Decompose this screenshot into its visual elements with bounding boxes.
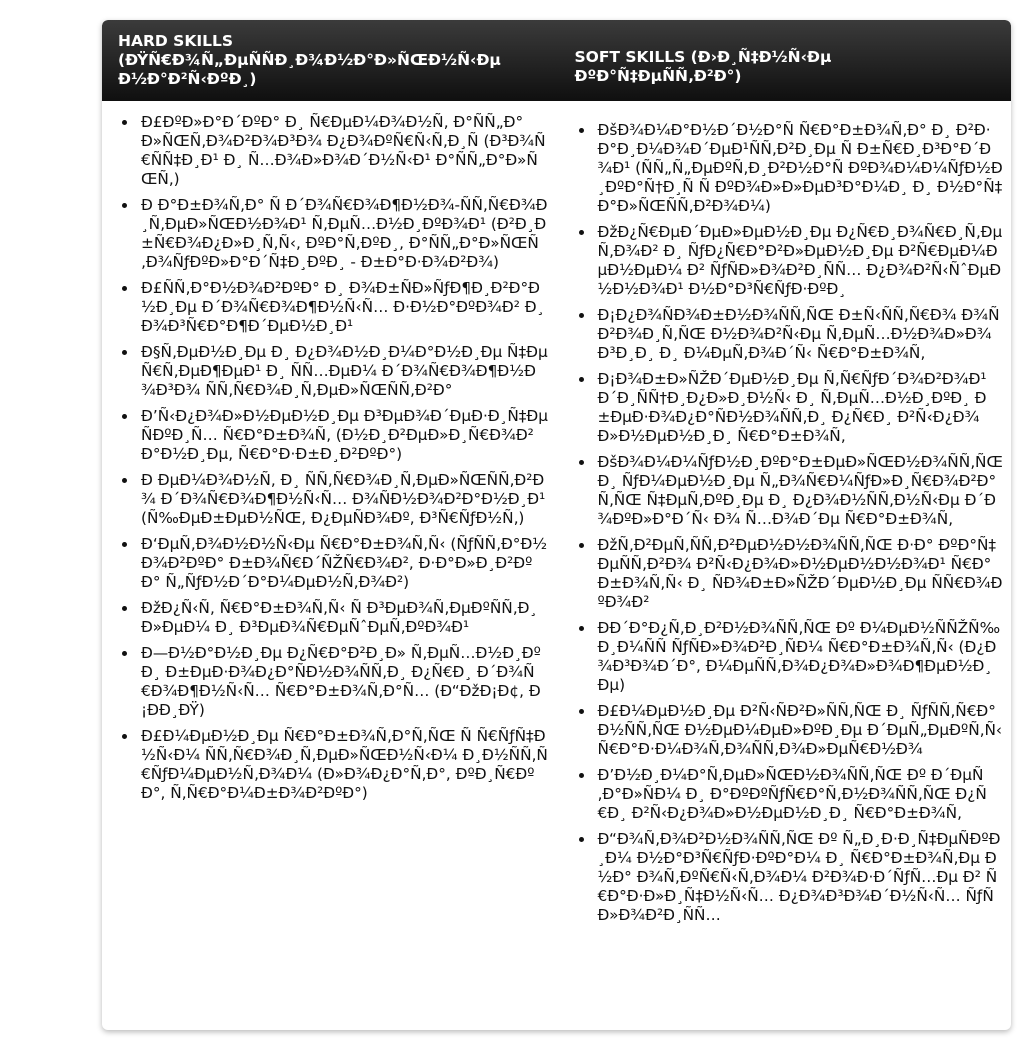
list-item: • Ð¡Ð¿Ð¾ÑÐ¾Ð±Ð½Ð¾ÑÑ‚ÑŒ Ð±Ñ‹ÑÑ‚Ñ€Ð¾ Ð¾ÑÐ²Ð¾Ð¸Ñ‚ÑŒ Ð½Ð¾Ð²Ñ‹Ðµ Ñ‚ÐµÑ…Ð½Ð¾Ð»Ð¾Ð³Ð¸Ð¸ Ð¸ Ð¼ÐµÑ‚Ð¾Ð´Ñ‹ Ñ€Ð°Ð±Ð¾Ñ‚	[595, 306, 1004, 363]
soft-skills-list	[579, 121, 1004, 925]
list-item: • Ð£ÐºÐ»Ð°Ð´ÐºÐ° Ð¸ Ñ€ÐµÐ¼Ð¾Ð½Ñ‚ Ð°ÑÑ„Ð°Ð»ÑŒÑ‚Ð¾Ð²Ð¾Ð³Ð¾ Ð¿Ð¾ÐºÑ€Ñ‹Ñ‚Ð¸Ñ (Ð³Ð¾Ñ€ÑÑ‡Ð¸Ð¹ Ð¸ Ñ…Ð¾Ð»Ð¾Ð´Ð½Ñ‹Ð¹ Ð°ÑÑ„Ð°Ð»ÑŒÑ‚)	[138, 113, 549, 189]
skills-table	[102, 20, 1011, 1030]
list-item: • Ð Ð°Ð±Ð¾Ñ‚Ð° Ñ Ð´Ð¾Ñ€Ð¾Ð¶Ð½Ð¾-ÑÑ‚Ñ€Ð¾Ð¸Ñ‚ÐµÐ»ÑŒÐ½Ð¾Ð¹ Ñ‚ÐµÑ…Ð½Ð¸ÐºÐ¾Ð¹ (Ð²Ð¸Ð±Ñ€Ð¾Ð¿Ð»Ð¸Ñ‚Ñ‹, ÐºÐ°Ñ‚ÐºÐ¸, Ð°ÑÑ„Ð°Ð»ÑŒÑ‚Ð¾ÑƒÐºÐ»Ð°Ð´Ñ‡Ð¸ÐºÐ¸ - Ð±Ð°Ð·Ð¾Ð²Ð¾)	[138, 196, 549, 272]
list-item: • ÐšÐ¾Ð¼Ð°Ð½Ð´Ð½Ð°Ñ Ñ€Ð°Ð±Ð¾Ñ‚Ð° Ð¸ Ð²Ð·Ð°Ð¸Ð¼Ð¾Ð´ÐµÐ¹ÑÑ‚Ð²Ð¸Ðµ Ñ Ð±Ñ€Ð¸Ð³Ð°Ð´Ð¾Ð¹ (ÑÑ„Ñ„ÐµÐºÑ‚Ð¸Ð²Ð½Ð°Ñ ÐºÐ¾Ð¼Ð¼ÑƒÐ½Ð¸ÐºÐ°Ñ†Ð¸Ñ Ñ ÐºÐ¾Ð»Ð»ÐµÐ³Ð°Ð¼Ð¸ Ð¸ Ð½Ð°Ñ‡Ð°Ð»ÑŒÑÑ‚Ð²Ð¾Ð¼)	[595, 121, 1004, 216]
list-item: • Ð£ÑÑ‚Ð°Ð½Ð¾Ð²ÐºÐ° Ð¸ Ð¾Ð±ÑÐ»ÑƒÐ¶Ð¸Ð²Ð°Ð½Ð¸Ðµ Ð´Ð¾Ñ€Ð¾Ð¶Ð½Ñ‹Ñ… Ð·Ð½Ð°ÐºÐ¾Ð² Ð¸ Ð¾Ð³Ñ€Ð°Ð¶Ð´ÐµÐ½Ð¸Ð¹	[138, 279, 549, 336]
table-header	[102, 20, 1011, 101]
list-item: • Ð ÐµÐ¼Ð¾Ð½Ñ‚ Ð¸ ÑÑ‚Ñ€Ð¾Ð¸Ñ‚ÐµÐ»ÑŒÑÑ‚Ð²Ð¾ Ð´Ð¾Ñ€Ð¾Ð¶Ð½Ñ‹Ñ… Ð¾ÑÐ½Ð¾Ð²Ð°Ð½Ð¸Ð¹ (Ñ‰ÐµÐ±ÐµÐ½ÑŒ, Ð¿ÐµÑÐ¾Ðº, Ð³Ñ€ÑƒÐ½Ñ‚)	[138, 471, 549, 528]
list-item: • Ð£Ð¼ÐµÐ½Ð¸Ðµ Ð²Ñ‹ÑÐ²Ð»ÑÑ‚ÑŒ Ð¸ ÑƒÑÑ‚Ñ€Ð°Ð½ÑÑ‚ÑŒ Ð½ÐµÐ¼ÐµÐ»ÐºÐ¸Ðµ Ð´ÐµÑ„ÐµÐºÑ‚Ñ‹ Ñ€Ð°Ð·Ð¼Ð¾Ñ‚Ð¾ÑÑ‚Ð¾Ð»ÐµÑ€Ð½Ð¾	[595, 702, 1004, 759]
list-item: • ÐžÐ¿Ñ‹Ñ‚ Ñ€Ð°Ð±Ð¾Ñ‚Ñ‹ Ñ Ð³ÐµÐ¾Ñ‚ÐµÐºÑÑ‚Ð¸Ð»ÐµÐ¼ Ð¸ Ð³ÐµÐ¾Ñ€ÐµÑˆÐµÑ‚ÐºÐ¾Ð¹	[138, 599, 549, 637]
list-item: • Ð’Ñ‹Ð¿Ð¾Ð»Ð½ÐµÐ½Ð¸Ðµ Ð³ÐµÐ¾Ð´ÐµÐ·Ð¸Ñ‡ÐµÑÐºÐ¸Ñ… Ñ€Ð°Ð±Ð¾Ñ‚ (Ð½Ð¸Ð²ÐµÐ»Ð¸Ñ€Ð¾Ð²Ð°Ð½Ð¸Ðµ, Ñ€Ð°Ð·Ð±Ð¸Ð²ÐºÐ°)	[138, 407, 549, 464]
list-item: • Ð§Ñ‚ÐµÐ½Ð¸Ðµ Ð¸ Ð¿Ð¾Ð½Ð¸Ð¼Ð°Ð½Ð¸Ðµ Ñ‡ÐµÑ€Ñ‚ÐµÐ¶ÐµÐ¹ Ð¸ ÑÑ…ÐµÐ¼ Ð´Ð¾Ñ€Ð¾Ð¶Ð½Ð¾Ð³Ð¾ ÑÑ‚Ñ€Ð¾Ð¸Ñ‚ÐµÐ»ÑŒÑÑ‚Ð²Ð°	[138, 343, 549, 400]
list-item: • Ð‘ÐµÑ‚Ð¾Ð½Ð½Ñ‹Ðµ Ñ€Ð°Ð±Ð¾Ñ‚Ñ‹ (ÑƒÑÑ‚Ð°Ð½Ð¾Ð²ÐºÐ° Ð±Ð¾Ñ€Ð´ÑŽÑ€Ð¾Ð², Ð·Ð°Ð»Ð¸Ð²ÐºÐ° Ñ„ÑƒÐ½Ð´Ð°Ð¼ÐµÐ½Ñ‚Ð¾Ð²)	[138, 535, 549, 592]
list-item: • Ð£Ð¼ÐµÐ½Ð¸Ðµ Ñ€Ð°Ð±Ð¾Ñ‚Ð°Ñ‚ÑŒ Ñ Ñ€ÑƒÑ‡Ð½Ñ‹Ð¼ ÑÑ‚Ñ€Ð¾Ð¸Ñ‚ÐµÐ»ÑŒÐ½Ñ‹Ð¼ Ð¸Ð½ÑÑ‚Ñ€ÑƒÐ¼ÐµÐ½Ñ‚Ð¾Ð¼ (Ð»Ð¾Ð¿Ð°Ñ‚Ð°, ÐºÐ¸Ñ€ÐºÐ°, Ñ‚Ñ€Ð°Ð¼Ð±Ð¾Ð²ÐºÐ°)	[138, 727, 549, 803]
table-body	[102, 101, 1011, 932]
list-item: • ÐžÐ¿Ñ€ÐµÐ´ÐµÐ»ÐµÐ½Ð¸Ðµ Ð¿Ñ€Ð¸Ð¾Ñ€Ð¸Ñ‚ÐµÑ‚Ð¾Ð² Ð¸ ÑƒÐ¿Ñ€Ð°Ð²Ð»ÐµÐ½Ð¸Ðµ Ð²Ñ€ÐµÐ¼ÐµÐ½ÐµÐ¼ Ð² ÑƒÑÐ»Ð¾Ð²Ð¸ÑÑ… Ð¿Ð¾Ð²Ñ‹ÑˆÐµÐ½Ð½Ð¾Ð¹ Ð½Ð°Ð³Ñ€ÑƒÐ·ÐºÐ¸	[595, 223, 1004, 299]
soft-skills-header: SOFT SKILLS (Ð›Ð¸Ñ‡Ð½Ñ‹Ðµ ÐºÐ°Ñ‡ÐµÑÑ‚Ð²Ð°)	[574, 47, 832, 85]
list-item: • Ð“Ð¾Ñ‚Ð¾Ð²Ð½Ð¾ÑÑ‚ÑŒ Ðº Ñ„Ð¸Ð·Ð¸Ñ‡ÐµÑÐºÐ¸Ð¼ Ð½Ð°Ð³Ñ€ÑƒÐ·ÐºÐ°Ð¼ Ð¸ Ñ€Ð°Ð±Ð¾Ñ‚Ðµ Ð½Ð° Ð¾Ñ‚ÐºÑ€Ñ‹Ñ‚Ð¾Ð¼ Ð²Ð¾Ð·Ð´ÑƒÑ…Ðµ Ð² Ñ€Ð°Ð·Ð»Ð¸Ñ‡Ð½Ñ‹Ñ… Ð¿Ð¾Ð³Ð¾Ð´Ð½Ñ‹Ñ… ÑƒÑÐ»Ð¾Ð²Ð¸ÑÑ…	[595, 830, 1004, 925]
list-item: • ÐšÐ¾Ð¼Ð¼ÑƒÐ½Ð¸ÐºÐ°Ð±ÐµÐ»ÑŒÐ½Ð¾ÑÑ‚ÑŒ Ð¸ ÑƒÐ¼ÐµÐ½Ð¸Ðµ Ñ„Ð¾Ñ€Ð¼ÑƒÐ»Ð¸Ñ€Ð¾Ð²Ð°Ñ‚ÑŒ Ñ‡ÐµÑ‚ÐºÐ¸Ðµ Ð¸ Ð¿Ð¾Ð½ÑÑ‚Ð½Ñ‹Ðµ Ð´Ð¾ÐºÐ»Ð°Ð´Ñ‹ Ð¾ Ñ…Ð¾Ð´Ðµ Ñ€Ð°Ð±Ð¾Ñ‚	[595, 453, 1004, 529]
soft-skills-column	[557, 101, 1012, 932]
list-item: • ÐžÑ‚Ð²ÐµÑ‚ÑÑ‚Ð²ÐµÐ½Ð½Ð¾ÑÑ‚ÑŒ Ð·Ð° ÐºÐ°Ñ‡ÐµÑÑ‚Ð²Ð¾ Ð²Ñ‹Ð¿Ð¾Ð»Ð½ÐµÐ½Ð½Ð¾Ð¹ Ñ€Ð°Ð±Ð¾Ñ‚Ñ‹ Ð¸ ÑÐ¾Ð±Ð»ÑŽÐ´ÐµÐ½Ð¸Ðµ ÑÑ€Ð¾ÐºÐ¾Ð²	[595, 536, 1004, 612]
list-item: • Ð—Ð½Ð°Ð½Ð¸Ðµ Ð¿Ñ€Ð°Ð²Ð¸Ð» Ñ‚ÐµÑ…Ð½Ð¸ÐºÐ¸ Ð±ÐµÐ·Ð¾Ð¿Ð°ÑÐ½Ð¾ÑÑ‚Ð¸ Ð¿Ñ€Ð¸ Ð´Ð¾Ñ€Ð¾Ð¶Ð½Ñ‹Ñ… Ñ€Ð°Ð±Ð¾Ñ‚Ð°Ñ… (Ð“ÐžÐ¡Ð¢, Ð¡ÐÐ¸ÐŸ)	[138, 644, 549, 720]
hard-skills-column	[102, 101, 557, 932]
list-item: • ÐÐ´Ð°Ð¿Ñ‚Ð¸Ð²Ð½Ð¾ÑÑ‚ÑŒ Ðº Ð¼ÐµÐ½ÑÑŽÑ‰Ð¸Ð¼ÑÑ ÑƒÑÐ»Ð¾Ð²Ð¸ÑÐ¼ Ñ€Ð°Ð±Ð¾Ñ‚Ñ‹ (Ð¿Ð¾Ð³Ð¾Ð´Ð°, Ð¼ÐµÑÑ‚Ð¾Ð¿Ð¾Ð»Ð¾Ð¶ÐµÐ½Ð¸Ðµ)	[595, 619, 1004, 695]
hard-skills-header: HARD SKILLS (ÐŸÑ€Ð¾Ñ„ÐµÑÑÐ¸Ð¾Ð½Ð°Ð»ÑŒÐ½Ñ‹Ðµ Ð½Ð°Ð²Ñ‹ÐºÐ¸)	[118, 32, 501, 88]
hard-skills-list	[122, 113, 549, 803]
list-item: • Ð¡Ð¾Ð±Ð»ÑŽÐ´ÐµÐ½Ð¸Ðµ Ñ‚Ñ€ÑƒÐ´Ð¾Ð²Ð¾Ð¹ Ð´Ð¸ÑÑ†Ð¸Ð¿Ð»Ð¸Ð½Ñ‹ Ð¸ Ñ‚ÐµÑ…Ð½Ð¸ÐºÐ¸ Ð±ÐµÐ·Ð¾Ð¿Ð°ÑÐ½Ð¾ÑÑ‚Ð¸ Ð¿Ñ€Ð¸ Ð²Ñ‹Ð¿Ð¾Ð»Ð½ÐµÐ½Ð¸Ð¸ Ñ€Ð°Ð±Ð¾Ñ‚	[595, 370, 1004, 446]
list-item: • Ð’Ð½Ð¸Ð¼Ð°Ñ‚ÐµÐ»ÑŒÐ½Ð¾ÑÑ‚ÑŒ Ðº Ð´ÐµÑ‚Ð°Ð»ÑÐ¼ Ð¸ Ð°ÐºÐºÑƒÑ€Ð°Ñ‚Ð½Ð¾ÑÑ‚ÑŒ Ð¿Ñ€Ð¸ Ð²Ñ‹Ð¿Ð¾Ð»Ð½ÐµÐ½Ð¸Ð¸ Ñ€Ð°Ð±Ð¾Ñ‚	[595, 766, 1004, 823]
